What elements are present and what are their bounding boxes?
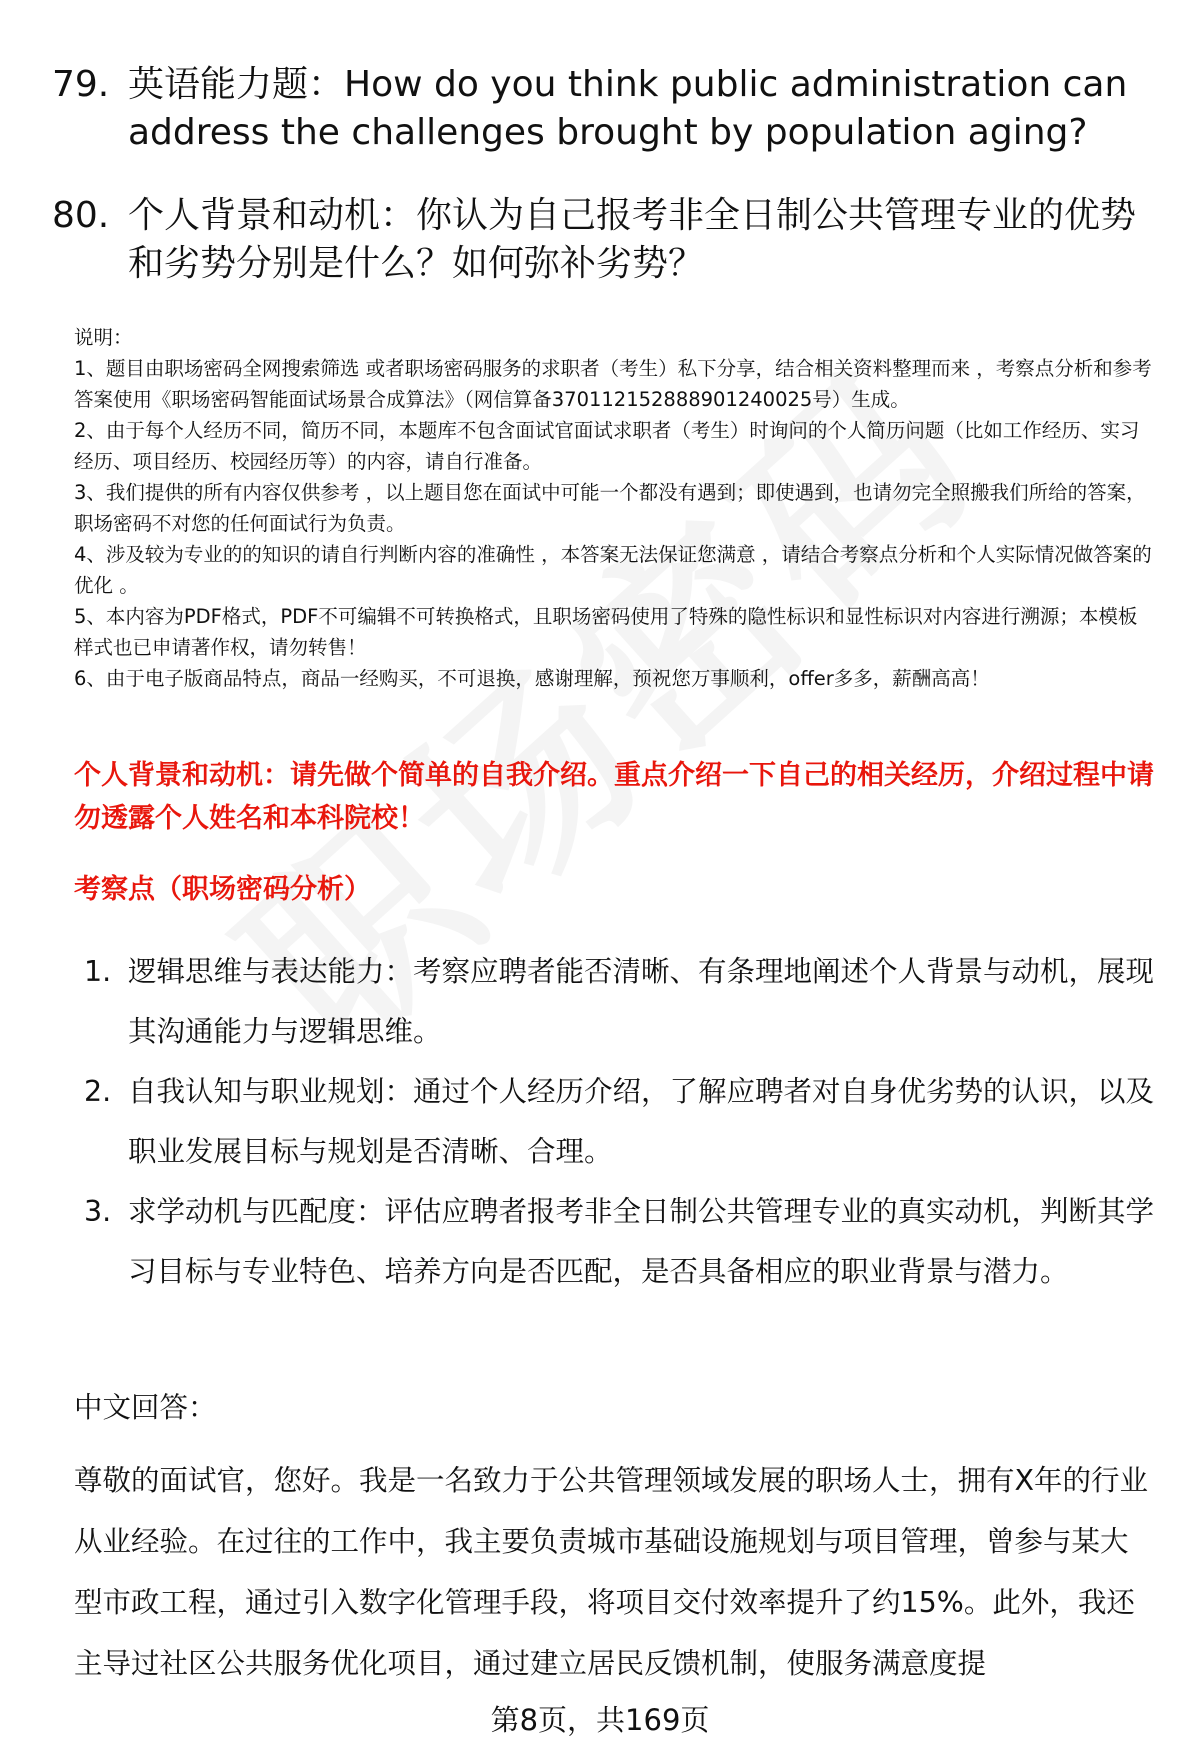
note-item: 4、涉及较为专业的的知识的请自行判断内容的准确性 ，本答案无法保证您满意 ，请结合考察点分析和个人实际情况做答案的优化 。 (74, 543, 1152, 597)
note-item: 2、由于每个人经历不同，简历不同，本题库不包含面试官面试求职者（考生）时询问的个人简历问题（比如工作经历、实习经历、项目经历、校园经历等）的内容，请自行准备。 (74, 419, 1140, 473)
question-79 (52, 61, 1152, 157)
point-number: 2. (84, 1075, 112, 1108)
analysis-point (84, 1182, 1164, 1302)
point-number: 3. (84, 1195, 112, 1228)
point-text: 逻辑思维与表达能力：考察应聘者能否清晰、有条理地阐述个人背景与动机，展现其沟通能力与逻辑思维。 (128, 955, 1155, 1048)
question-text: 个人背景和动机：你认为自己报考非全日制公共管理专业的优势和劣势分别是什么？如何弥补劣势？ (128, 195, 1137, 284)
disclaimer-notes (74, 322, 1154, 694)
analysis-point (84, 942, 1164, 1062)
point-text: 自我认知与职业规划：通过个人经历介绍，了解应聘者对自身优劣势的认识，以及职业发展目标与规划是否清晰、合理。 (128, 1075, 1155, 1168)
analysis-heading: 考察点（职场密码分析） (74, 874, 371, 905)
main-question-heading: 个人背景和动机：请先做个简单的自我介绍。重点介绍一下自己的相关经历，介绍过程中请勿透露个人姓名和本科院校！ (74, 760, 1154, 834)
note-item: 6、由于电子版商品特点，商品一经购买，不可退换，感谢理解，预祝您万事顺利，offer多多，薪酬高高！ (74, 667, 990, 690)
analysis-point (84, 1062, 1164, 1182)
question-number: 79. (52, 64, 110, 105)
note-item: 3、我们提供的所有内容仅供参考 ，以上题目您在面试中可能一个都没有遇到；即使遇到，也请勿完全照搬我们所给的答案，职场密码不对您的任何面试行为负责。 (74, 481, 1146, 535)
question-text: 英语能力题：How do you think public administration can address the challenges brought by population aging? (128, 64, 1128, 153)
page-footer: 第8页，共169页 (490, 1703, 710, 1737)
analysis-points-list (84, 942, 1164, 1302)
notes-title: 说明： (74, 326, 133, 349)
question-number: 80. (52, 195, 110, 236)
note-item: 5、本内容为PDF格式，PDF不可编辑不可转换格式，且职场密码使用了特殊的隐性标识和显性标识对内容进行溯源；本模板样式也已申请著作权，请勿转售！ (74, 605, 1138, 659)
answer-text: 尊敬的面试官，您好。我是一名致力于公共管理领域发展的职场人士，拥有X年的行业从业经验。在过往的工作中，我主要负责城市基础设施规划与项目管理，曾参与某大型市政工程，通过引入数字化管理手段，将项目交付效率提升了约15%。此外，我还主导过社区公共服务优化项目，通过建立居民反馈机制，使服务满意度提 (74, 1464, 1149, 1680)
point-number: 1. (84, 955, 112, 988)
question-80 (52, 192, 1152, 288)
point-text: 求学动机与匹配度：评估应聘者报考非全日制公共管理专业的真实动机，判断其学习目标与专业特色、培养方向是否匹配，是否具备相应的职业背景与潜力。 (128, 1195, 1155, 1288)
note-item: 1、题目由职场密码全网搜索筛选 或者职场密码服务的求职者（考生）私下分享，结合相关资料整理而来 ，考察点分析和参考答案使用《职场密码智能面试场景合成算法》（网信算备370112152888901240025号）生成。 (74, 357, 1152, 411)
answer-label: 中文回答： (74, 1391, 217, 1424)
